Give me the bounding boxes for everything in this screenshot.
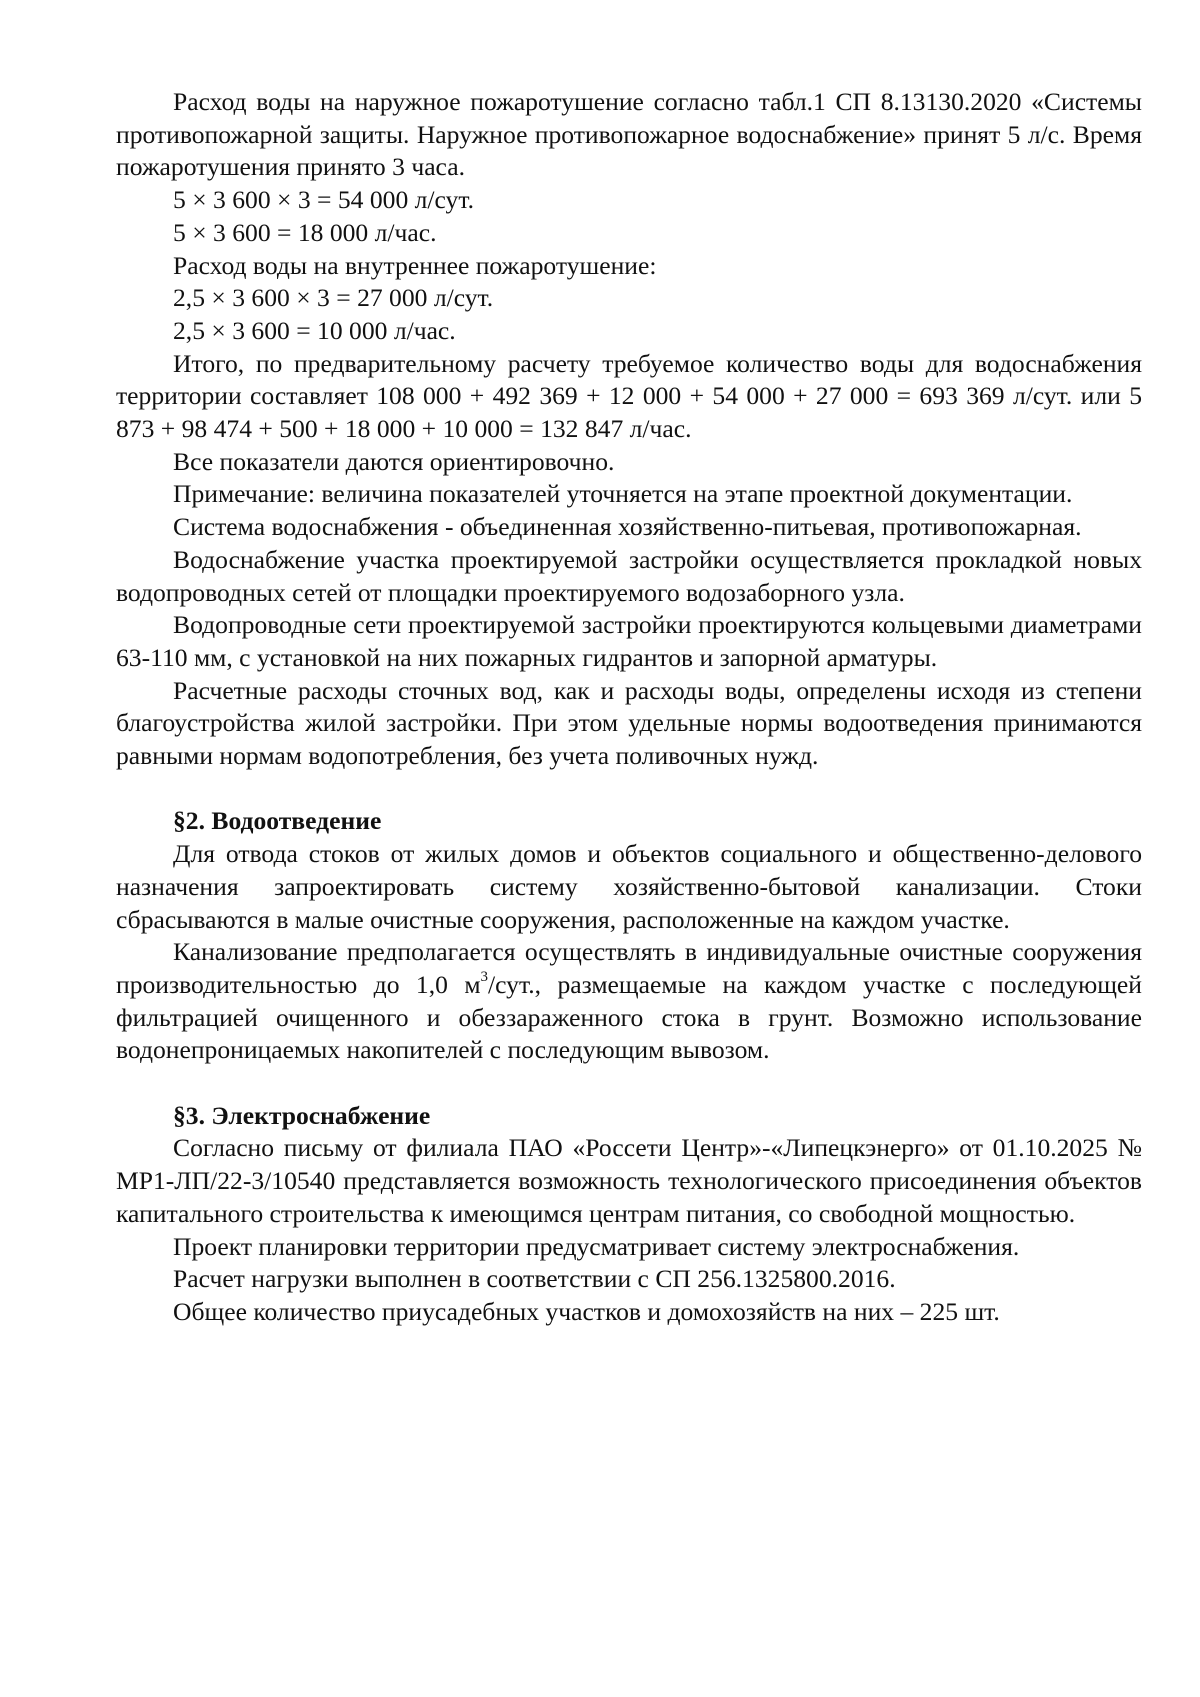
formula-indoor-hourly: 2,5 × 3 600 = 10 000 л/час. xyxy=(173,315,456,345)
superscript-cubic: 3 xyxy=(480,969,489,986)
paragraph-sewerage-system: Для отвода стоков от жилых домов и объектов социального и общественно-делового назначения запроектировать систему хозяйственно-бытовой канализации. Стоки сбрасываются в малые очистные сооружения, расположенные на каждом участке. xyxy=(116,839,1142,934)
formula-outdoor-daily: 5 × 3 600 × 3 = 54 000 л/сут. xyxy=(173,185,475,215)
formula-outdoor-hourly: 5 × 3 600 = 18 000 л/час. xyxy=(173,217,437,247)
document-page xyxy=(116,86,1142,1329)
paragraph-water-networks: Водопроводные сети проектируемой застройки проектируются кольцевыми диаметрами 63-110 мм, с установкой на них пожарных гидрантов и запорной арматуры. xyxy=(116,610,1142,672)
section-heading-sewerage: §2. Водоотведение xyxy=(173,806,382,836)
section-heading-electricity: §3. Электроснабжение xyxy=(173,1100,431,1130)
paragraph-total: Итого, по предварительному расчету требуемое количество воды для водоснабжения территории составляет 108 000 + 492 369 + 12 000 + 54 000 + 27 000 = 693 369 л/сут. или 5 873 + 98 474 + 500 + 18 000 + 10 000 = 132 847 л/час. xyxy=(116,348,1142,444)
paragraph-water-supply: Водоснабжение участка проектируемой застройки осуществляется прокладкой новых водопроводных сетей от площадки проектируемого водозаборного узла. xyxy=(116,544,1142,607)
paragraph-electricity-project: Проект планировки территории предусматривает систему электроснабжения. xyxy=(173,1231,1020,1261)
paragraph-households-count: Общее количество приусадебных участков и домохозяйств на них – 225 шт. xyxy=(173,1296,1000,1326)
paragraph-sewerage-treatment xyxy=(116,936,1142,1067)
paragraph-indoor-firefighting: Расход воды на внутреннее пожаротушение: xyxy=(173,250,657,280)
paragraph-outdoor-firefighting: Расход воды на наружное пожаротушение согласно табл.1 СП 8.13130.2020 «Системы противопожарной защиты. Наружное противопожарное водоснабжение» принят 5 л/с. Время пожаротушения принято 3 часа. xyxy=(116,87,1142,182)
sewerage-text-end: /сут., размещаемые на каждом участке с последующей фильтрацией очищенного и обеззараженного стока в грунт. Возможно использование водонепроницаемых накопителей с последующим вывозом. xyxy=(116,969,1142,1065)
paragraph-electricity-letter: Согласно письму от филиала ПАО «Россети Центр»-«Липецкэнерго» от 01.10.2025 № МР1-ЛП/22-3/10540 представляется возможность технологического присоединения объектов капитального строительства к имеющимся центрам питания, со свободной мощностью. xyxy=(116,1133,1142,1228)
paragraph-wastewater-rates: Расчетные расходы сточных вод, как и расходы воды, определены исходя из степени благоустройства жилой застройки. При этом удельные нормы водоотведения принимаются равными нормам водопотребления, без учета поливочных нужд. xyxy=(116,675,1142,771)
formula-indoor-daily: 2,5 × 3 600 × 3 = 27 000 л/сут. xyxy=(173,283,494,313)
sewerage-text-start: Канализование предполагается осуществлять в индивидуальные очистные сооружения производительностью до 1,0 м xyxy=(116,937,1142,999)
paragraph-system: Система водоснабжения - объединенная хозяйственно-питьевая, противопожарная. xyxy=(173,512,1082,542)
paragraph-approximate: Все показатели даются ориентировочно. xyxy=(173,446,615,476)
paragraph-note: Примечание: величина показателей уточняется на этапе проектной документации. xyxy=(173,479,1073,509)
paragraph-load-calculation: Расчет нагрузки выполнен в соответствии с СП 256.1325800.2016. xyxy=(173,1264,896,1294)
